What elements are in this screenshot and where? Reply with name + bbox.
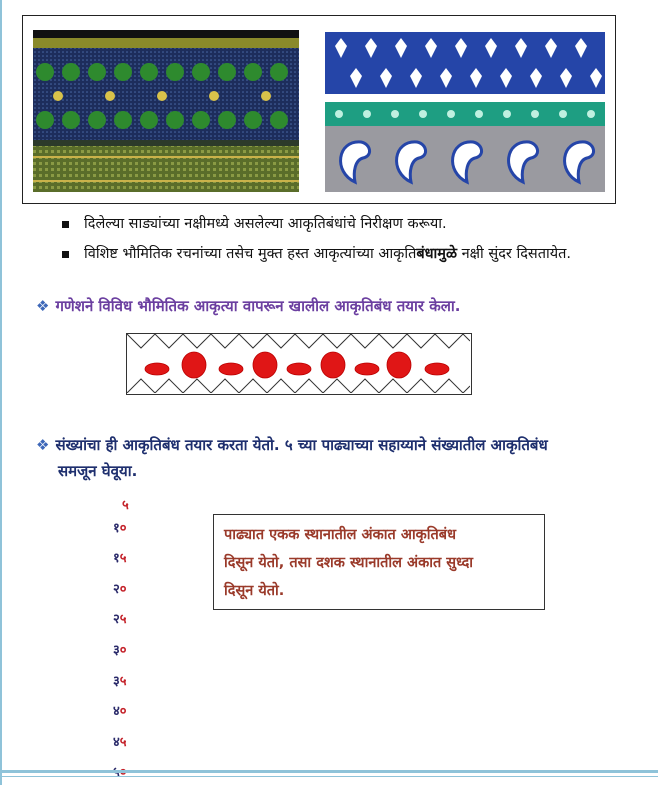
table-number: १५ — [113, 551, 127, 566]
bullet-text: विशिष्ट भौमितिक रचनांच्या तसेच मुक्त हस्त आकृत्यांच्या आकृति — [84, 246, 417, 262]
geometric-pattern-figure — [126, 333, 472, 395]
section-heading-number-pattern — [36, 432, 636, 484]
table-number: २५ — [113, 612, 127, 627]
table-number: ३५ — [113, 674, 127, 689]
bullet-text-bold: बंधामुळे — [416, 246, 457, 262]
table-number: ५ — [122, 498, 129, 513]
note-line: दिसून येतो, तसा दशक स्थानातील अंकात सुध्दा — [224, 555, 474, 571]
table-number: १० — [113, 521, 127, 536]
heading-text: संख्यांचा ही आकृतिबंध तयार करता येतो. ५ च्या पाढ्याच्या सहाय्याने संख्यातील आकृतिबंध — [55, 436, 548, 454]
bullet-item — [58, 242, 648, 272]
saree-border-image-2 — [325, 32, 605, 192]
note-line: दिसून येतो. — [224, 583, 285, 599]
section-heading-geometric-pattern — [36, 296, 460, 316]
page-bottom-rule-thin — [0, 776, 658, 777]
heading-text: गणेशने विविध भौमितिक आकृत्या वापरून खालील आकृतिबंध तयार केला. — [55, 297, 461, 315]
diamond-bullet-icon: ❖ — [36, 436, 50, 454]
bullet-item — [58, 212, 648, 242]
note-line: पाढ्यात एकक स्थानातील अंकात आकृतिबंध — [224, 527, 456, 543]
bullet-text: नक्षी सुंदर दिसतायेत. — [457, 246, 572, 262]
table-number: ४५ — [113, 735, 127, 750]
page-left-rule — [0, 0, 2, 785]
observation-bullets — [58, 212, 648, 272]
diamond-bullet-icon: ❖ — [36, 297, 50, 315]
page-bottom-rule — [0, 770, 658, 773]
heading-text-continued: समजून घेवूया. — [58, 462, 138, 480]
table-number: २० — [113, 582, 127, 597]
saree-border-image-1 — [33, 30, 299, 192]
saree-images-frame — [22, 15, 616, 204]
table-number: ४० — [113, 704, 127, 719]
pattern-explanation-box — [213, 514, 545, 610]
table-number: ३० — [113, 643, 127, 658]
bullet-text: दिलेल्या साड्यांच्या नक्षीमध्ये असलेल्या आकृतिबंधांचे निरीक्षण करूया. — [84, 216, 447, 232]
